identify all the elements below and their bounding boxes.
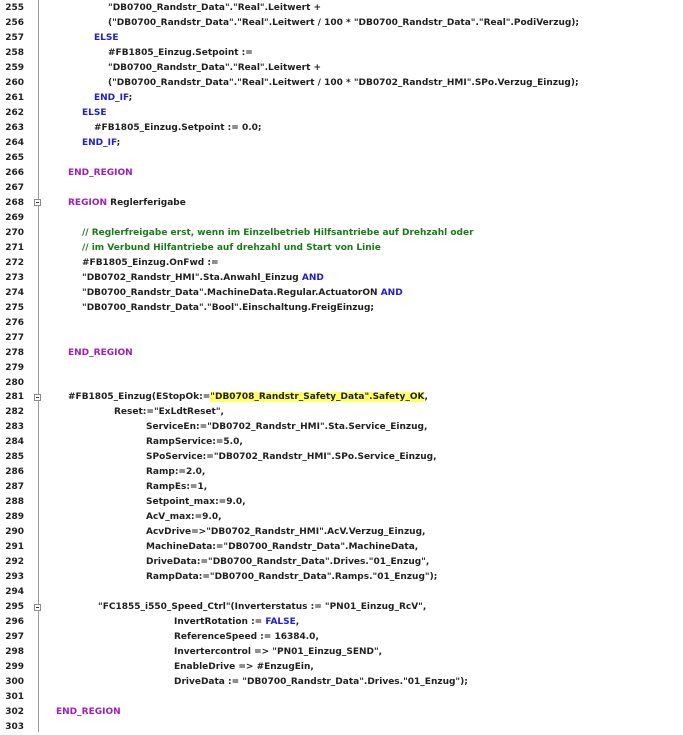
code-token: "DB0700_Randstr_Data"."Real".Leitwert + [108,3,322,13]
code-token: RampData:="DB0700_Randstr_Data".Ramps."01_Enzug"); [146,572,438,583]
code-line[interactable] [94,121,262,136]
code-line[interactable] [174,675,468,690]
code-token: , [315,632,319,643]
number-literal: 100 [324,77,343,88]
code-token: AcvDrive=>"DB0702_Randstr_HMI".AcV.Verzug_Einzug, [146,527,426,538]
number-literal: 5.0 [223,437,240,448]
code-line[interactable] [68,166,133,181]
code-token: Invertercontrol => "PN01_Einzug_SEND", [174,647,383,658]
line-number: 271 [5,242,24,253]
code-token: Reset:="ExLdtReset", [114,407,224,418]
code-line[interactable] [174,615,299,630]
code-line[interactable] [108,1,321,16]
code-line[interactable] [108,76,579,91]
region-keyword: END_REGION [56,707,121,718]
code-token: "DB0700_Randstr_Data"."Bool".Einschaltung.FreigEinzug; [82,302,374,313]
code-token: DriveData := "DB0700_Randstr_Data".Drives."01_Enzug"); [174,677,468,688]
code-token: Setpoint_max:= [146,497,227,508]
line-number: 260 [5,77,24,88]
code-line[interactable] [174,645,382,660]
code-token: #FB1805_Einzug.Setpoint := [108,47,253,58]
code-token: , [218,512,222,523]
line-number: 297 [5,632,24,643]
code-token: RampService:= [146,437,224,448]
code-token: #FB1805_Einzug.Setpoint := [94,122,242,133]
code-line[interactable] [108,46,253,61]
code-token: "FC1855_i550_Speed_Ctrl"(Inverterstatus := "PN01_Einzug_RcV", [98,602,427,613]
code-token: "DB0702_Randstr_HMI".Sta.Anwahl_Einzug [82,272,302,283]
number-literal: 9.0 [202,512,219,523]
line-number: 255 [5,3,24,13]
line-number: 257 [5,32,24,43]
line-number: 298 [5,647,24,658]
line-number: 256 [5,17,24,28]
highlighted-operand: "DB0708_Randstr_Safety_Data".Safety_OK [210,392,425,403]
line-number: 302 [5,707,24,718]
code-token: * "DB0702_Randstr_HMI".SPo.Verzug_Einzug); [342,77,579,88]
keyword: AND [301,272,324,283]
region-keyword: END_REGION [68,167,133,178]
code-token: ; [257,122,262,133]
code-line[interactable] [94,31,119,46]
code-line[interactable] [98,600,426,615]
line-number: 269 [5,212,24,223]
line-number: 294 [5,587,24,598]
line-number: 286 [5,467,24,478]
line-number: 290 [5,527,24,538]
line-number: 284 [5,437,24,448]
keyword: ELSE [94,32,119,43]
comment: // im Verbund Hilfantriebe auf drehzahl und Start von Linie [82,242,381,253]
code-line[interactable] [82,241,381,256]
code-token: DriveData:="DB0700_Randstr_Data".Drives."01_Enzug", [146,557,430,568]
line-number: 296 [5,617,24,628]
line-number: 261 [5,92,24,103]
code-line[interactable] [146,435,243,450]
code-token: InvertRotation := [174,617,266,628]
code-line[interactable] [82,301,374,316]
code-token: ServiceEn:="DB0702_Randstr_HMI".Sta.Service_Einzug, [146,422,428,433]
code-line[interactable] [146,495,246,510]
fold-collapse-icon[interactable] [34,199,41,206]
code-line[interactable] [146,450,437,465]
code-token: Ramp:= [146,467,186,478]
code-line[interactable] [82,286,403,301]
number-literal: 100 [324,17,343,28]
line-number: 266 [5,167,24,178]
number-literal: 2.0 [185,467,202,478]
code-token: ("DB0700_Randstr_Data"."Real".Leitwert / [108,17,325,28]
line-number: 281 [5,392,24,403]
number-literal: 1 [197,482,204,493]
code-line[interactable] [82,136,120,151]
line-number: 273 [5,272,24,283]
code-line[interactable] [174,630,319,645]
line-number: 288 [5,497,24,508]
line-number: 283 [5,422,24,433]
code-token: , [242,497,246,508]
code-token: ; [128,92,133,103]
keyword: FALSE [265,617,296,628]
number-literal: 0.0 [241,122,258,133]
code-token: Reglerferigabe [110,197,186,208]
code-line[interactable] [68,196,186,211]
code-token: ; [116,137,121,148]
code-line[interactable] [94,91,132,106]
line-number: 264 [5,137,24,148]
code-token: #FB1805_Einzug.OnFwd := [82,257,219,268]
code-line[interactable] [68,390,428,405]
line-number: 282 [5,407,24,418]
code-token: RampEs:= [146,482,198,493]
number-literal: 16384.0 [274,632,316,643]
code-token: * "DB0700_Randstr_Data"."Real".PodiVerzug); [342,17,580,28]
line-number: 265 [5,152,24,163]
line-number: 278 [5,347,24,358]
code-token: ReferenceSpeed := [174,632,275,643]
code-line[interactable] [114,405,224,420]
code-token: , [424,392,428,403]
line-number: 267 [5,182,24,193]
code-line[interactable] [108,61,321,76]
code-line[interactable] [146,465,205,480]
code-line[interactable] [146,540,418,555]
line-number: 300 [5,677,24,688]
line-number: 274 [5,287,24,298]
line-number: 263 [5,122,24,133]
code-token: , [295,617,300,628]
code-token: , [239,437,243,448]
line-number: 293 [5,572,24,583]
code-line[interactable] [146,555,429,570]
code-line[interactable] [56,705,121,720]
code-line[interactable] [146,570,437,585]
keyword: END_IF [94,92,129,103]
code-line[interactable] [108,16,579,31]
line-number: 292 [5,557,24,568]
line-number: 280 [5,377,24,388]
code-line[interactable] [174,660,314,675]
code-token: MachineData:="DB0700_Randstr_Data".MachineData, [146,542,419,553]
code-line[interactable] [82,256,218,271]
line-number: 276 [5,317,24,328]
keyword: END_IF [82,137,117,148]
code-line[interactable] [146,510,222,525]
fold-collapse-icon[interactable] [34,394,41,401]
keyword: ELSE [82,107,107,118]
code-token: "DB0700_Randstr_Data"."Real".Leitwert + [108,62,322,73]
number-literal: 9.0 [226,497,243,508]
code-token: EnableDrive => #EnzugEin, [174,662,314,673]
code-line[interactable] [146,525,425,540]
comment: // Reglerfreigabe erst, wenn im Einzelbetrieb Hilfsantriebe auf Drehzahl oder [82,227,474,238]
code-token: #FB1805_Einzug(EStopOk:= [68,392,211,403]
code-line[interactable] [82,106,107,121]
line-number: 268 [5,197,24,208]
code-line[interactable] [146,480,207,495]
line-number: 301 [5,692,24,703]
line-number: 289 [5,512,24,523]
code-line[interactable] [146,420,427,435]
code-line[interactable] [82,271,324,286]
line-number: 291 [5,542,24,553]
fold-collapse-icon[interactable] [34,604,41,611]
region-keyword: REGION [68,197,111,208]
code-token: , [203,482,208,493]
keyword: AND [380,287,403,298]
code-line[interactable] [82,226,474,241]
code-token: AcV_max:= [146,512,203,523]
line-number: 262 [5,107,24,118]
line-number: 303 [5,722,24,733]
line-number: 295 [5,602,24,613]
line-number: 279 [5,362,24,373]
line-number: 272 [5,257,24,268]
code-token: SPoService:="DB0702_Randstr_HMI".SPo.Service_Einzug, [146,452,437,463]
line-number: 259 [5,62,24,73]
code-token: ("DB0700_Randstr_Data"."Real".Leitwert / [108,77,325,88]
region-keyword: END_REGION [68,347,133,358]
line-number: 258 [5,47,24,58]
code-line[interactable] [68,346,133,361]
line-number: 285 [5,452,24,463]
fold-gutter [38,0,39,732]
line-number: 277 [5,332,24,343]
line-number: 287 [5,482,24,493]
line-number: 299 [5,662,24,673]
code-token: , [201,467,206,478]
line-number: 270 [5,227,24,238]
line-number: 275 [5,302,24,313]
code-token: "DB0700_Randstr_Data".MachineData.Regular.ActuatorON [82,287,381,298]
